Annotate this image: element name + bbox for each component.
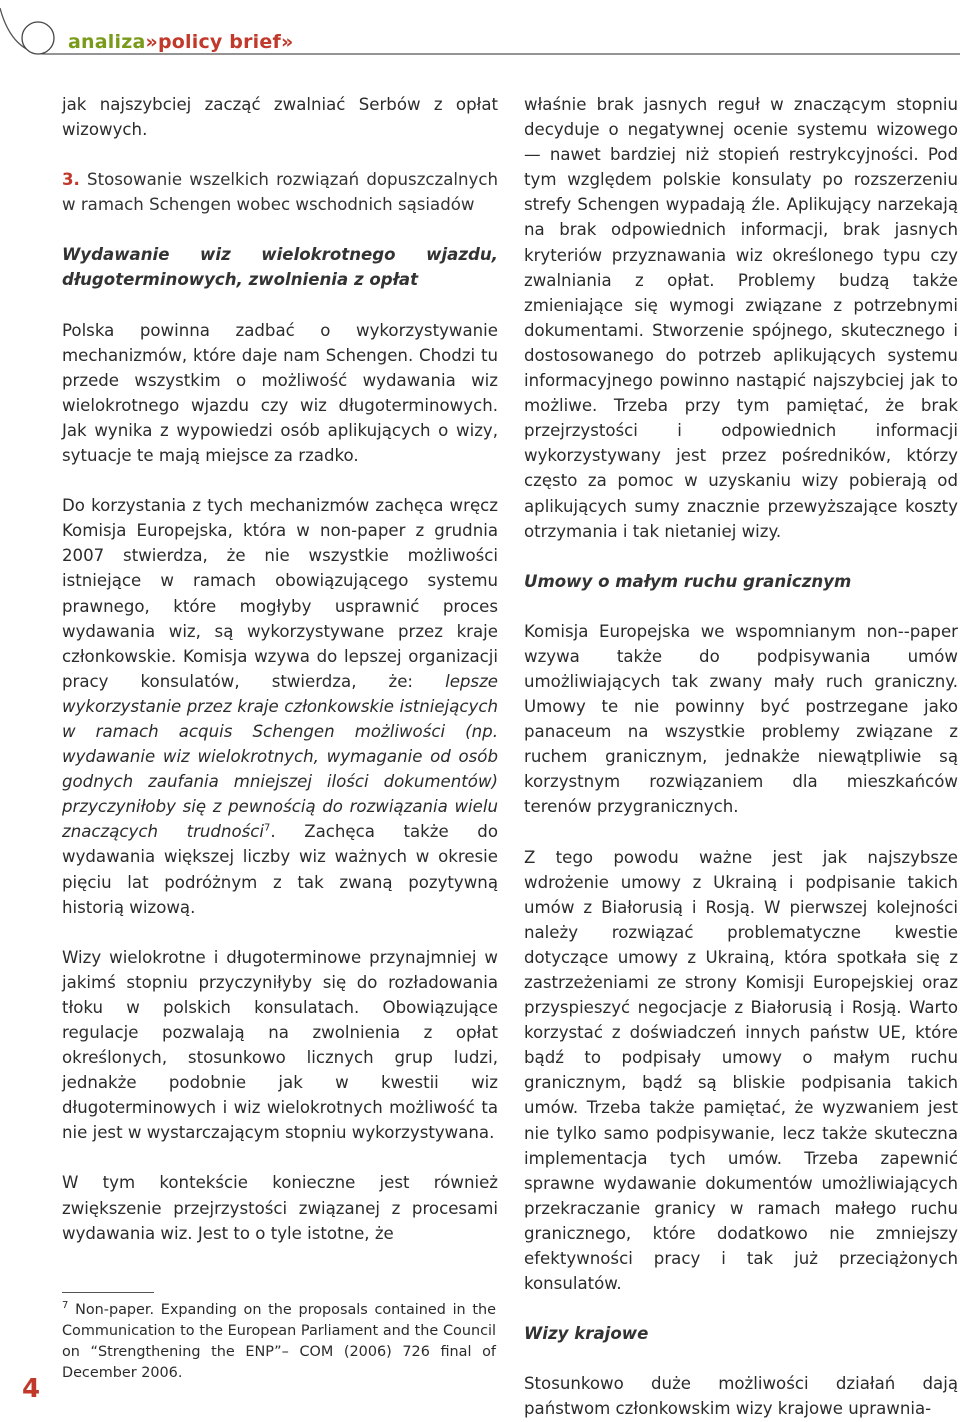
left-paragraph-2 bbox=[62, 493, 498, 920]
right-paragraph-3: Z tego powodu ważne jest jak najszybsze wdrożenie umowy z Ukrainą i podpisanie takich umów z Białorusią i Rosją. W pierwszej kolejności należy rozwiązać problematyczne kwestie dotyczące umowy z Ukrainą, która spotkała się z zastrzeżeniami ze strony Komisji Europejskiej oraz przyspieszyć negocjacje z Białorusią i Rosją. Warto korzystać z doświadczeń innych państw UE, które bądź to podpisały umowy o małym ruchu granicznym, bądź są bliskie podpisania takich umów. Trzeba także pamiętać, że wyzwaniem jest nie tylko samo podpisywanie, lecz także skuteczna implementacja tych umów. Trzeba zapewnić sprawne wydawanie dokumentów umożliwiających przekraczanie granicy w ramach małego ruchu granicznego, które dodatkowo nie zmniejszy efektywności pracy i tak już przeciążonych konsulatów. bbox=[524, 847, 958, 1294]
right-paragraph-2: Komisja Europejska we wspomnianym non--paper wzywa także do podpisywania umów umożliwiających tak zwany mały ruch graniczny. Umowy te nie powinny być postrzegane jako panaceum na wszystkie problemy związane z ruchem granicznym, jednakże niewątpliwie są korzystnym rozwiązaniem dla mieszkańców terenów przygranicznych. bbox=[524, 621, 958, 817]
footnote-number: 7 bbox=[62, 1300, 69, 1312]
left-paragraph-2-text-b: . Zachęca także do wydawania większej liczby wiz ważnych w okresie pięciu lat podróżnym z tak zwaną pozytywną historią wizową. bbox=[62, 822, 498, 917]
footnote bbox=[62, 1300, 496, 1384]
page-header bbox=[0, 0, 960, 80]
footnote-text: Non-paper. Expanding on the proposals contained in the Communication to the European Parliament and the Council on “Strengthening the ENP”– COM (2006) 726 final of December 2006. bbox=[62, 1302, 496, 1381]
left-paragraph-0: jak najszybciej zacząć zwalniać Serbów z opłat wizowych. bbox=[62, 95, 498, 140]
left-paragraph-4: W tym kontekście konieczne jest również zwiększenie przejrzystości związanej z procesami wydawania wiz. Jest to o tyle istotne, że bbox=[62, 1173, 498, 1243]
footnote-divider bbox=[62, 1292, 154, 1293]
brand-title bbox=[68, 31, 293, 53]
brand-separator-1: » bbox=[145, 31, 158, 53]
left-paragraph-1: Polska powinna zadbać o wykorzystywanie mechanizmów, które daje nam Schengen. Chodzi tu przede wszystkim o możliwość wydawania wiz wielokrotnego wjazdu czy wiz długoterminowych. Jak wynika z wypowiedzi osób aplikujących o wizy, sytuacje te mają miejsce za rzadko. bbox=[62, 320, 498, 466]
section-number: 3. bbox=[62, 170, 80, 190]
left-column bbox=[62, 92, 498, 1246]
section-title: Stosowanie wszelkich rozwiązań dopuszczalnych w ramach Schengen wobec wschodnich sąsiadów bbox=[62, 170, 498, 215]
page-number: 4 bbox=[22, 1374, 41, 1404]
footnote-reference-7[interactable]: 7 bbox=[264, 822, 271, 834]
header-circle-icon bbox=[22, 22, 54, 54]
left-paragraph-2-quote: lepsze wykorzystanie przez kraje członkowskie istniejących w ramach acquis Schengen możliwości (np. wydawanie wiz wielokrotnych, wymaganie od osób godnych zaufania mniejszej ilości dokumentów) przyczyniłoby się z pewnością do rozwiązania wielu znaczących trudności bbox=[62, 671, 498, 842]
brand-separator-2: » bbox=[280, 31, 294, 53]
left-paragraph-3: Wizy wielokrotne i długoterminowe przynajmniej w jakimś stopniu przyczyniłyby się do rozładowania tłoku w polskich konsulatach. Obowiązujące regulacje pozwalają na zwolnienia z opłat określonych, stosunkowo licznych grup ludzi, jednakże podobnie jak w kwestii wiz długoterminowych i wiz wielokrotnych możliwość ta nie jest w wystarczającym stopniu wykorzystywana. bbox=[62, 947, 498, 1143]
subheading-multi-entry-visas: Wydawanie wiz wielokrotnego wjazdu, długoterminowych, zwolnienia z opłat bbox=[62, 245, 498, 290]
left-paragraph-2-text-a: Do korzystania z tych mechanizmów zachęca wręcz Komisja Europejska, która w non-paper z grudnia 2007 stwierdza, że nie wszystkie możliwości istniejące w ramach obowiązującego systemu prawnego, które mogłyby usprawnić proces wydawania wiz, są wykorzystywane przez kraje członkowskie. Komisja wzywa do lepszej organizacji pracy konsulatów, stwierdza, że: bbox=[62, 496, 498, 691]
right-paragraph-1: właśnie brak jasnych reguł w znaczącym stopniu decyduje o negatywnej ocenie systemu wizowego — nawet bardziej niż stopień restrykcyjności. Pod tym względem polskie konsulaty po rozszerzeniu strefy Schengen wypadają źle. Aplikujący narzekają na brak odpowiednich informacji, brak jasnych kryteriów przyznawania wiz określonego typu czy zwalniania z opłat. Problemy budzą także zmieniające się wymogi związane z potrzebnymi dokumentami. Stworzenie spójnego, skutecznego i dostosowanego do potrzeb aplikujących systemu informacyjnego powinno nastąpić najszybciej jak to możliwe. Trzeba przy tym pamiętać, że brak przejrzystości i odpowiednich informacji wykorzystywany jest przez pośredników, którzy często za pomoc w uzyskaniu wizy pobierają od aplikujących sumy znacznie przewyższające koszty otrzymania i tak nietaniej wizy. bbox=[524, 95, 958, 541]
brand-part-policy-brief: policy brief bbox=[157, 31, 281, 53]
subheading-small-border-traffic: Umowy o małym ruchu granicznym bbox=[524, 571, 852, 591]
right-paragraph-4: Stosunkowo duże możliwości działań dają państwom członkowskim wizy krajowe uprawnia- bbox=[524, 1374, 958, 1419]
subheading-national-visas: Wizy krajowe bbox=[524, 1324, 649, 1344]
right-column bbox=[524, 92, 958, 1422]
section-heading bbox=[62, 167, 498, 217]
brand-part-analiza: analiza bbox=[68, 31, 146, 53]
